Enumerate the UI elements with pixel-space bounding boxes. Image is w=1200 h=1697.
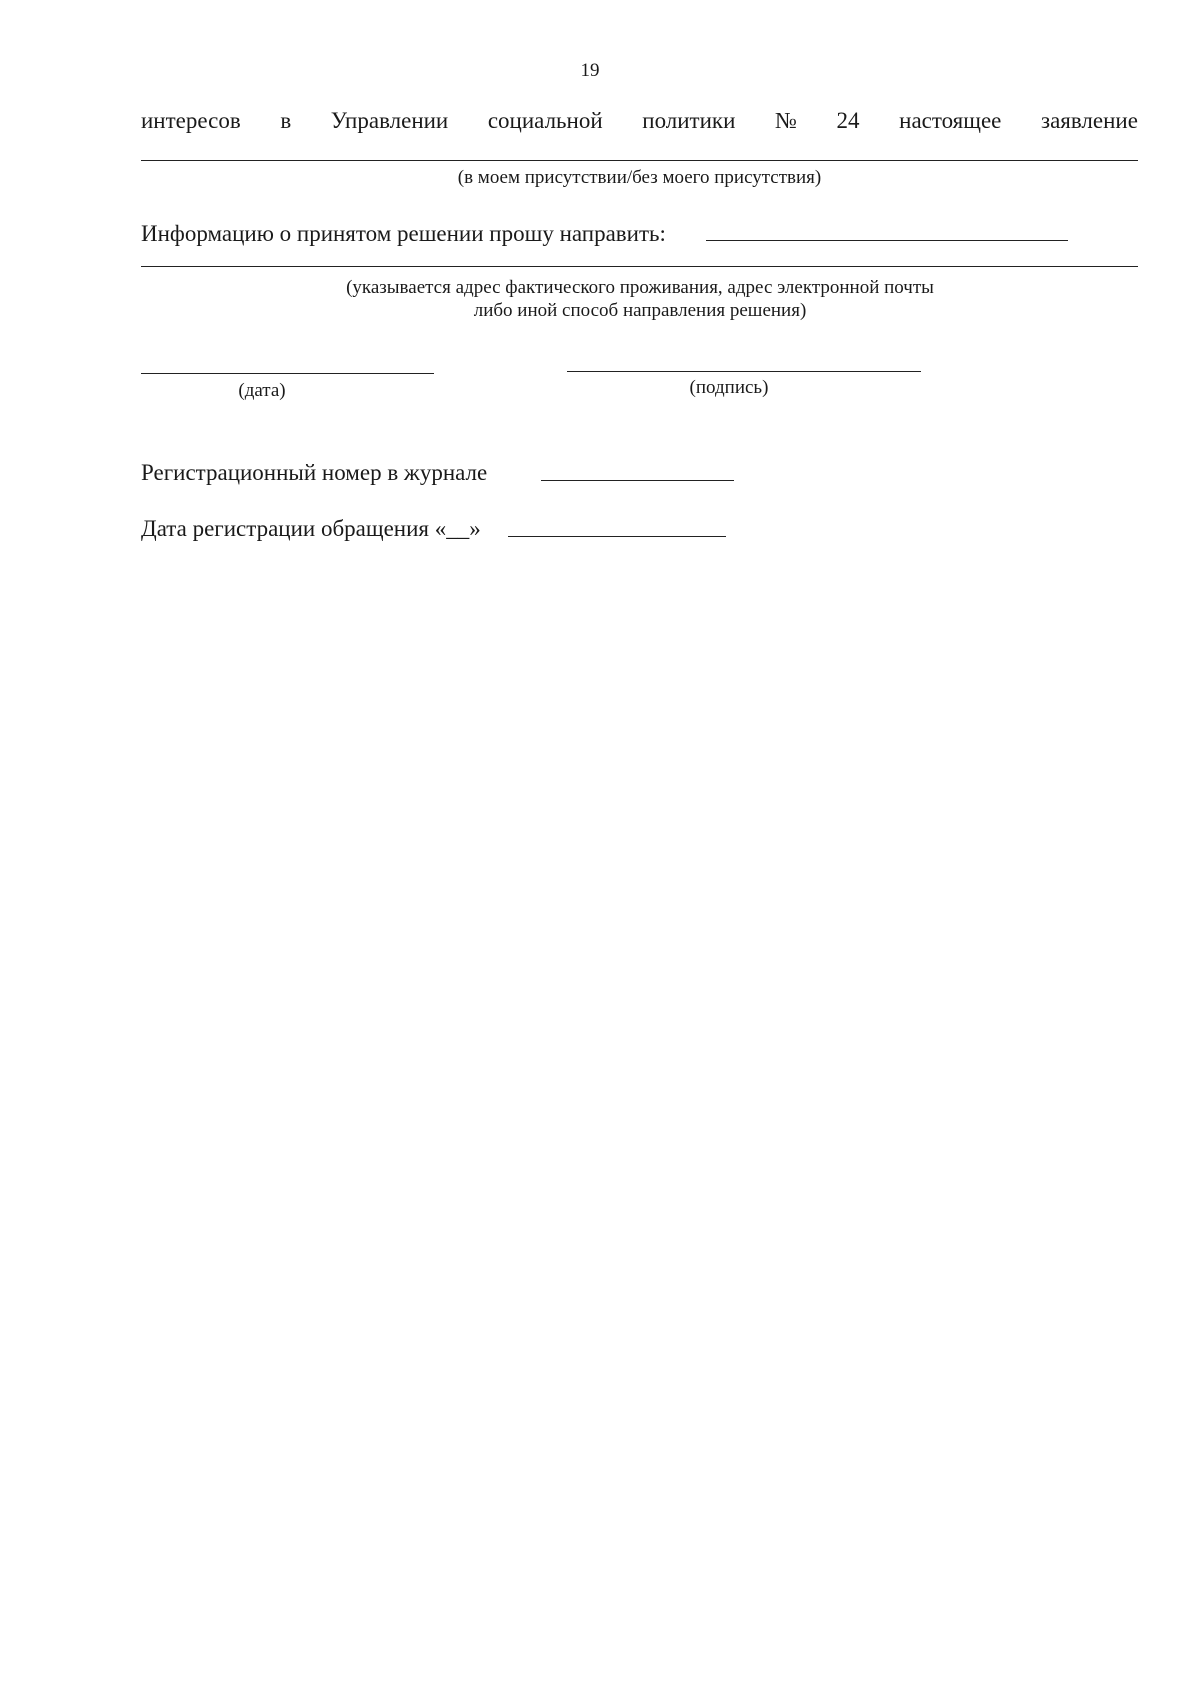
decision-hint-line-1: (указывается адрес фактического проживания, адрес электронной почты (346, 277, 934, 298)
decision-request-label (141, 221, 666, 247)
registration-date-field-line[interactable] (508, 536, 726, 537)
decision-address-line-1[interactable] (706, 240, 1068, 241)
journal-number-label: Регистрационный номер в журнале (141, 460, 488, 485)
intro-word: в (280, 108, 292, 133)
intro-word: настоящее (899, 108, 1002, 133)
intro-word: 24 (836, 108, 860, 133)
intro-word: политики (642, 108, 736, 133)
intro-word: социальной (487, 108, 603, 133)
intro-word: № (775, 108, 797, 133)
page-number: 19 (580, 60, 600, 81)
date-label: (дата) (238, 380, 286, 401)
registration-date-row (141, 516, 481, 542)
intro-line (141, 108, 1138, 134)
journal-number-field-line[interactable] (541, 480, 734, 481)
decision-address-line-2[interactable] (141, 266, 1138, 267)
date-field-line[interactable] (141, 373, 434, 374)
decision-hint-line-2: либо иной способ направления решения) (473, 300, 807, 321)
decision-request-text: Информацию о принятом решении прошу направить: (141, 221, 666, 246)
presence-hint: (в моем присутствии/без моего присутствия) (457, 167, 822, 188)
registration-date-label: Дата регистрации обращения «__» (141, 516, 481, 541)
presence-fill-line[interactable] (141, 160, 1138, 161)
intro-word: Управлении (330, 108, 449, 133)
signature-label: (подпись) (689, 377, 769, 398)
intro-word: интересов (141, 108, 241, 133)
journal-number-row (141, 460, 487, 486)
intro-word: заявление (1040, 108, 1138, 133)
signature-field-line[interactable] (567, 371, 921, 372)
